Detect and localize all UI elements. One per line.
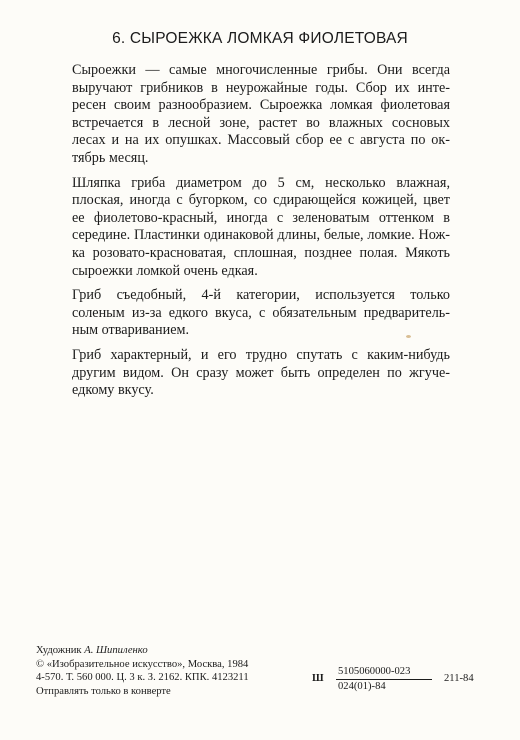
text-line: ее фиолетово-красный, иногда с зеленоватым оттенком в — [72, 209, 450, 226]
paper-speck — [406, 335, 411, 338]
code-suffix: 211-84 — [444, 673, 474, 684]
code-prefix: Ш — [312, 673, 324, 684]
code-numerator: 5105060000-023 — [338, 666, 411, 677]
text-line: Гриб характерный, и его трудно спутать с каким-нибудь — [72, 346, 450, 363]
text-line: тябрь месяц. — [72, 149, 149, 166]
text-line: выручают грибников в неурожайные годы. Сбор их инте- — [72, 79, 450, 96]
text-line: ным отвариванием. — [72, 322, 190, 339]
text-line: другим видом. Он сразу может быть определен по жгуче- — [72, 364, 450, 381]
mail-note: Отправлять только в конверте — [36, 685, 171, 697]
text-line: плоская, иногда с бугорком, со сдирающейся кожицей, цвет — [72, 192, 450, 209]
fraction-line — [336, 679, 432, 680]
text-line: середине. Пластинки одинаковой длины, белые, ломкие. Нож- — [72, 227, 450, 244]
imprint-block — [36, 644, 296, 698]
code-denominator: 024(01)-84 — [338, 681, 386, 692]
text-line: Сыроежки — самые многочисленные грибы. Они всегда — [72, 62, 450, 78]
text-line: ресен своим разнообразием. Сыроежка ломкая фиолетовая — [72, 97, 450, 114]
text-line: сыроежки ломкой очень едкая. — [72, 262, 258, 279]
text-line: едкому вкусу. — [72, 382, 154, 399]
text-line: Шляпка гриба диаметром до 5 см, несколько влажная, — [72, 174, 450, 191]
paragraph-4 — [72, 347, 450, 400]
artist-credit — [36, 644, 296, 658]
paragraph-3 — [72, 287, 450, 340]
text-line: ка розовато-красноватая, сплошная, позднее полая. Мякоть — [72, 244, 450, 261]
text-line: Гриб съедобный, 4-й категории, используется только — [72, 287, 450, 304]
text-line: соленым из-за едкого вкуса, с обязательным предваритель- — [72, 304, 450, 321]
paragraph-1 — [72, 62, 450, 168]
artist-label: Художник — [36, 645, 82, 656]
page-title: 6. СЫРОЕЖКА ЛОМКАЯ ФИОЛЕТОВАЯ — [112, 30, 408, 47]
text-line: лесах и на их опушках. Массовый сбор ее с августа по ок- — [72, 132, 450, 149]
catalog-code — [312, 666, 488, 696]
artist-name: А. Шипиленко — [84, 645, 148, 656]
publisher-line: © «Изобразительное искусство», Москва, 1984 — [36, 658, 249, 670]
paragraph-2 — [72, 175, 450, 281]
text-line: встречается в лесной зоне, растет во влажных сосновых — [72, 114, 450, 131]
article-body — [72, 62, 450, 407]
print-info-line: 4-570. Т. 560 000. Ц. 3 к. З. 2162. КПК. 4123211 — [36, 672, 249, 684]
